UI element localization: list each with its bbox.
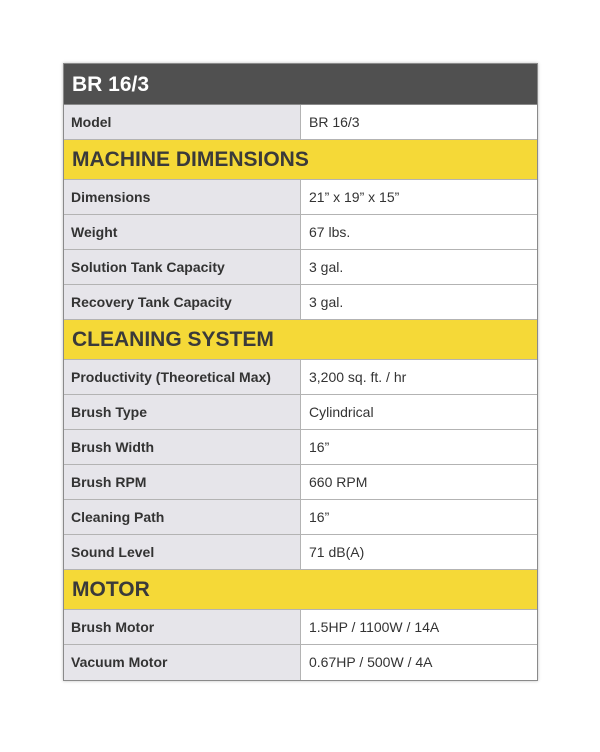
- spec-row-weight: [64, 215, 537, 250]
- spec-value: 16”: [301, 500, 537, 534]
- spec-table: [63, 63, 538, 681]
- spec-value: 660 RPM: [301, 465, 537, 499]
- spec-value: 0.67HP / 500W / 4A: [301, 645, 537, 680]
- section-header-machine-dimensions: MACHINE DIMENSIONS: [64, 140, 537, 180]
- spec-row-solution-tank: [64, 250, 537, 285]
- spec-value: 67 lbs.: [301, 215, 537, 249]
- spec-label: Dimensions: [64, 180, 301, 214]
- spec-label: Brush RPM: [64, 465, 301, 499]
- spec-value: 1.5HP / 1100W / 14A: [301, 610, 537, 644]
- spec-label: Solution Tank Capacity: [64, 250, 301, 284]
- spec-row-model: [64, 105, 537, 140]
- spec-value: Cylindrical: [301, 395, 537, 429]
- spec-label: Productivity (Theoretical Max): [64, 360, 301, 394]
- spec-value: 16”: [301, 430, 537, 464]
- spec-row-productivity: [64, 360, 537, 395]
- spec-row-recovery-tank: [64, 285, 537, 320]
- spec-value: BR 16/3: [301, 105, 537, 139]
- spec-label: Model: [64, 105, 301, 139]
- spec-row-brush-type: [64, 395, 537, 430]
- spec-row-cleaning-path: [64, 500, 537, 535]
- table-title: BR 16/3: [64, 64, 537, 105]
- spec-label: Brush Width: [64, 430, 301, 464]
- spec-value: 3 gal.: [301, 250, 537, 284]
- spec-value: 71 dB(A): [301, 535, 537, 569]
- spec-label: Recovery Tank Capacity: [64, 285, 301, 319]
- spec-row-brush-width: [64, 430, 537, 465]
- spec-label: Weight: [64, 215, 301, 249]
- spec-label: Cleaning Path: [64, 500, 301, 534]
- spec-label: Brush Type: [64, 395, 301, 429]
- spec-label: Sound Level: [64, 535, 301, 569]
- spec-row-brush-rpm: [64, 465, 537, 500]
- spec-value: 21” x 19” x 15”: [301, 180, 537, 214]
- spec-value: 3 gal.: [301, 285, 537, 319]
- section-header-motor: MOTOR: [64, 570, 537, 610]
- spec-label: Brush Motor: [64, 610, 301, 644]
- spec-row-dimensions: [64, 180, 537, 215]
- spec-row-sound-level: [64, 535, 537, 570]
- spec-row-brush-motor: [64, 610, 537, 645]
- spec-row-vacuum-motor: [64, 645, 537, 680]
- section-header-cleaning-system: CLEANING SYSTEM: [64, 320, 537, 360]
- spec-value: 3,200 sq. ft. / hr: [301, 360, 537, 394]
- spec-label: Vacuum Motor: [64, 645, 301, 680]
